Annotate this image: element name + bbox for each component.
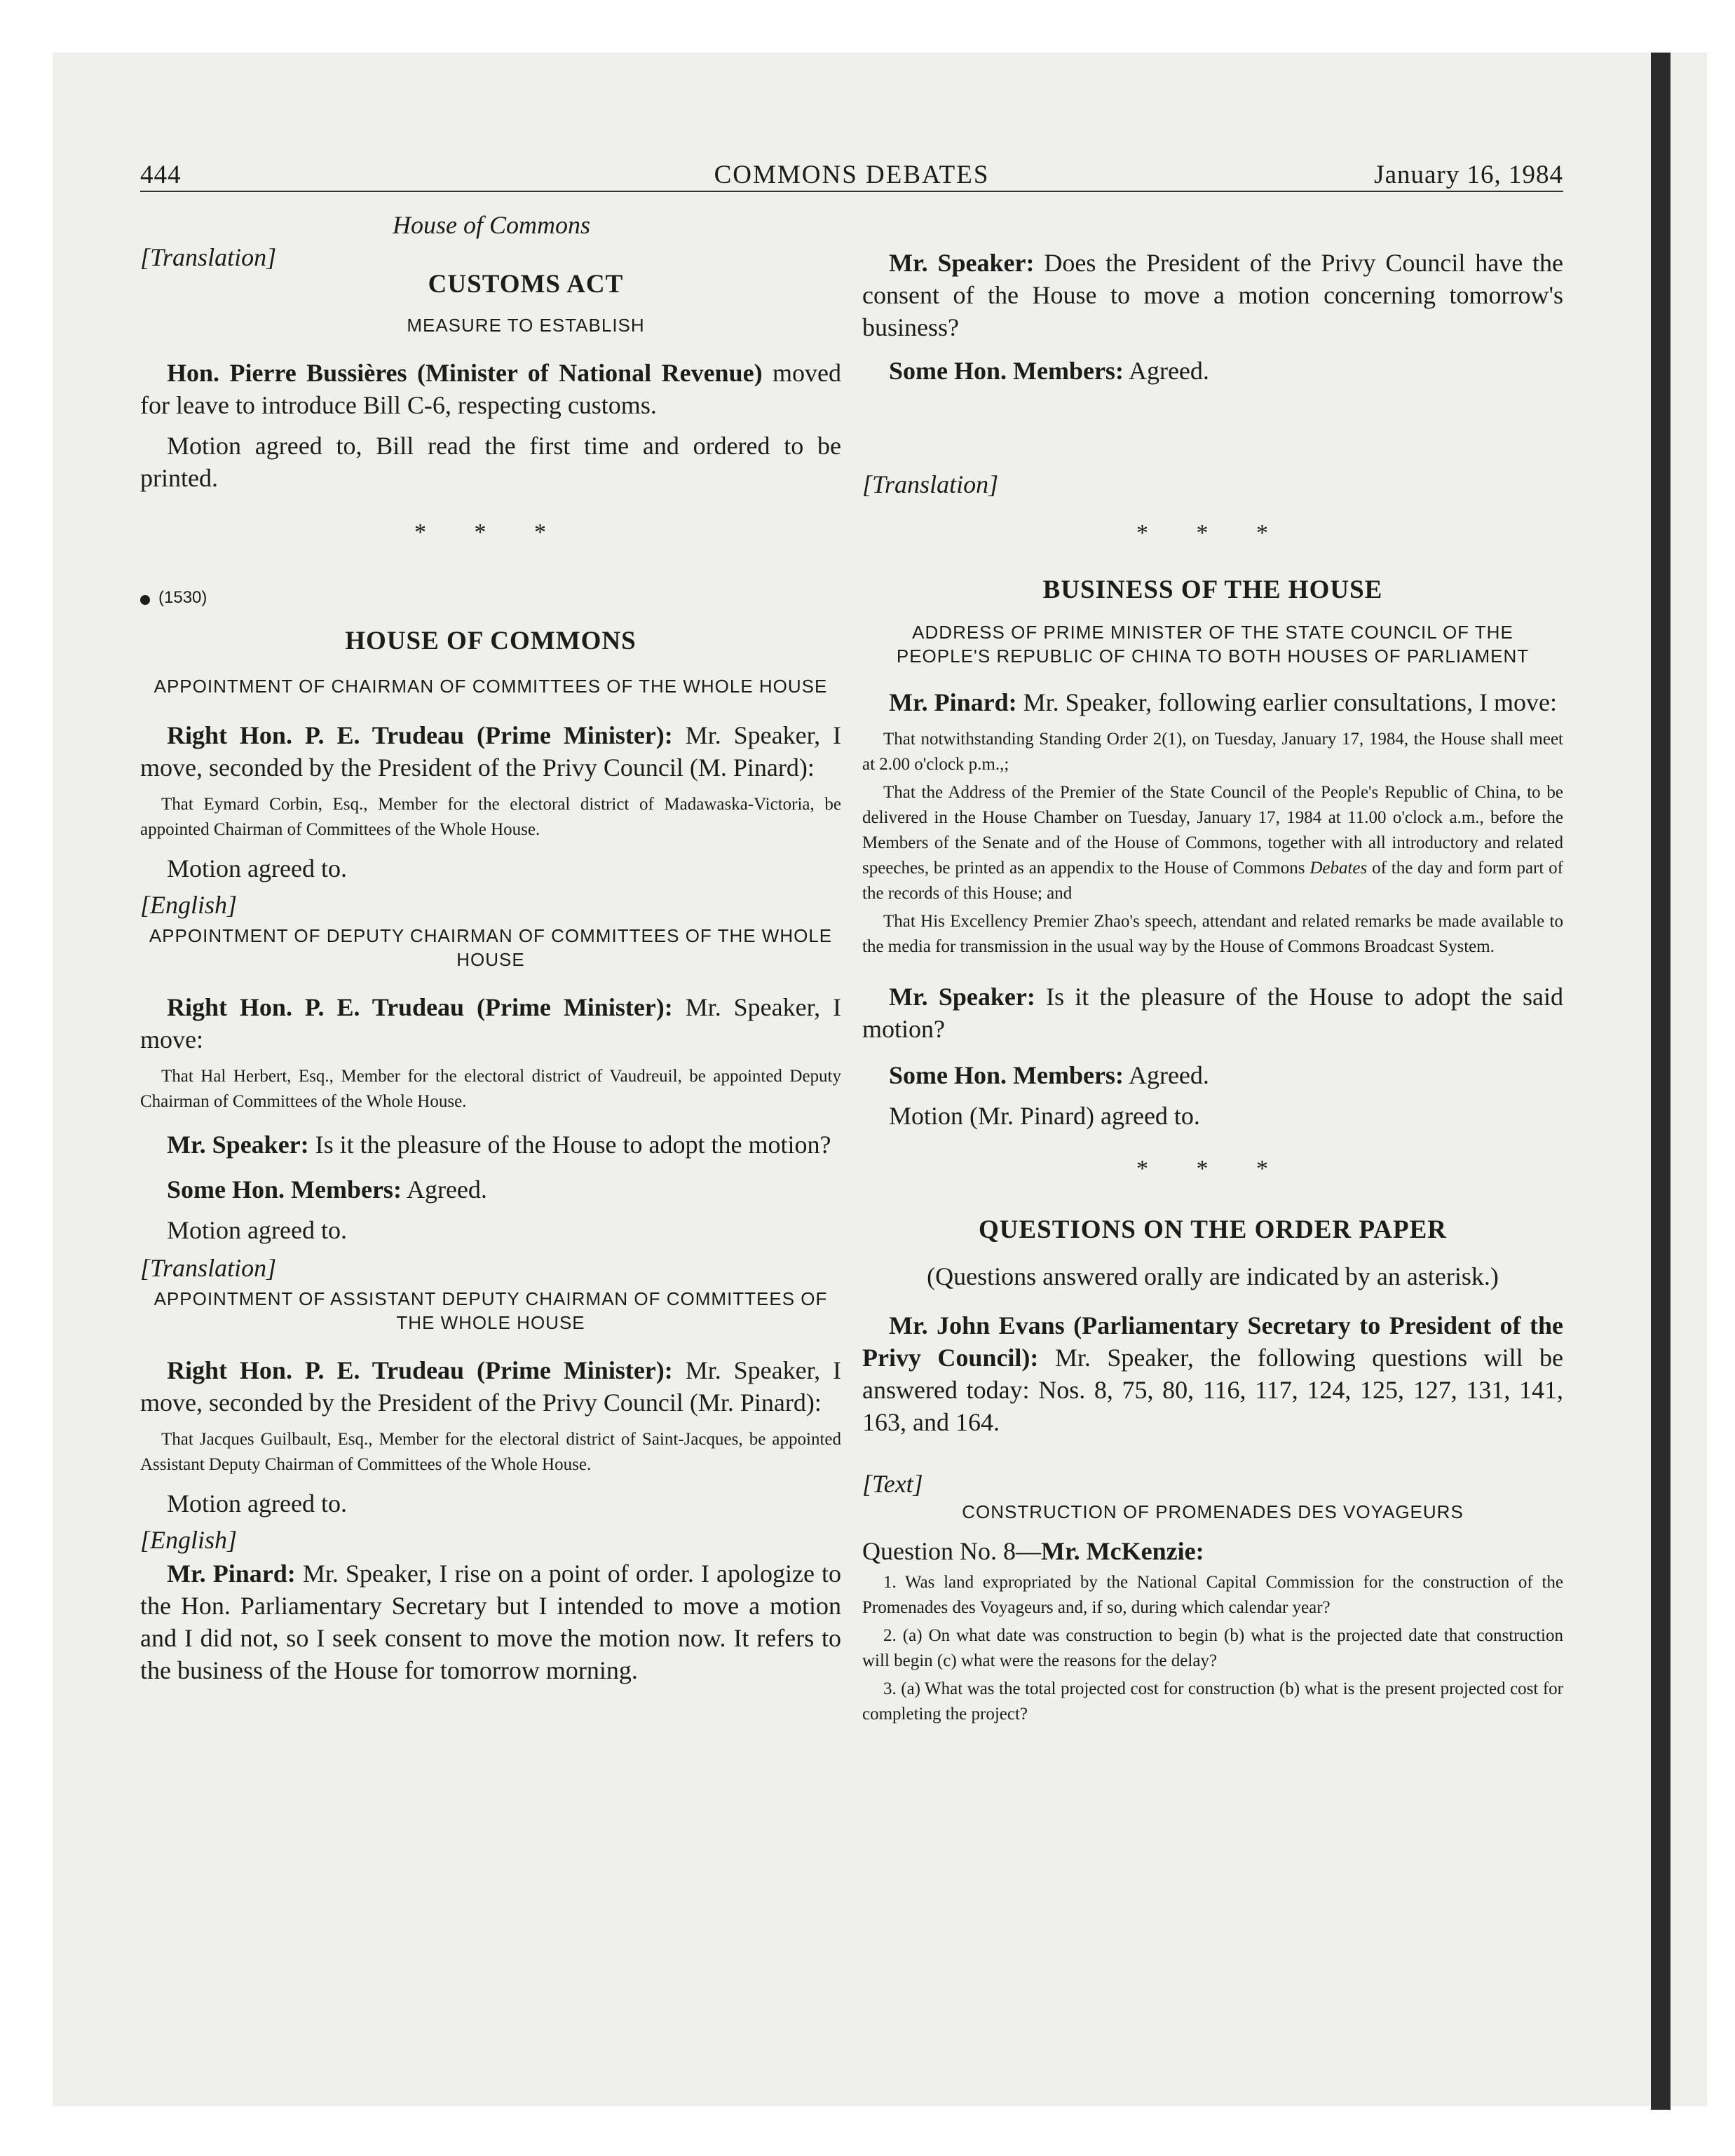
question-part-2: 2. (a) On what date was construction to begin (b) what is the projected date that construction will begin (c) what were the reasons for the delay? [862,1626,1563,1670]
house-label: House of Commons [393,211,591,239]
section-separator: * * * [1136,1156,1289,1182]
members-response-1 [140,1173,841,1206]
question-part-3: 3. (a) What was the total projected cost for construction (b) what is the present projected cost for completing the project? [862,1679,1563,1724]
text-label: [Text] [862,1470,923,1498]
evans-intervention [862,1309,1563,1438]
speaker-name: Some Hon. Members: [167,1175,402,1203]
question-heading [862,1536,1563,1566]
speaker-name: Mr. Pinard: [167,1560,296,1588]
speaker-intervention-3 [862,981,1563,1045]
motion-result: Motion agreed to, Bill read the first time and ordered to be printed. [140,432,841,492]
motion-text: of the day and form part of the records of this House; and [862,859,1563,903]
house-of-commons-heading: HOUSE OF COMMONS [345,627,637,655]
construction-subheading: CONSTRUCTION OF PROMENADES DES VOYAGEURS [962,1501,1464,1522]
question-part-1: 1. Was land expropriated by the National Capital Commission for the construction of the Promenades des Voyageurs and, if so, during which calendar year? [862,1573,1563,1617]
speech-text: Is it the pleasure of the House to adopt the said motion? [862,983,1564,1043]
section-separator: * * * [1136,520,1289,546]
speech-text: Mr. Speaker, I move, seconded by the President of the Privy Council (Mr. Pinard): [140,1356,842,1417]
herbert-motion: That Hal Herbert, Esq., Member for the electoral district of Vaudreuil, be appointed Deputy Chairman of Committees of the Whole House. [140,1067,841,1111]
translation-label: [Translation] [140,1254,277,1282]
speaker-name: Right Hon. P. E. Trudeau (Prime Minister): [167,993,673,1021]
bullet-dot [140,595,150,605]
speech-text: Agreed. [1128,357,1209,385]
deputy-subheading: APPOINTMENT OF DEPUTY CHAIRMAN OF COMMITTEES OF THE WHOLE HOUSE [149,925,833,970]
speaker-name: Some Hon. Members: [889,357,1124,385]
questions-note: (Questions answered orally are indicated by an asterisk.) [927,1262,1499,1290]
motion-paragraph-a: That notwithstanding Standing Order 2(1), on Tuesday, January 17, 1984, the House shall meet at 2.00 o'clock p.m.,; [862,730,1563,774]
motion-result: Motion (Mr. Pinard) agreed to. [889,1102,1200,1130]
speaker-name: Right Hon. P. E. Trudeau (Prime Minister): [167,1356,673,1384]
publication-title: COMMONS DEBATES [714,161,990,189]
bussieres-intervention [140,357,841,421]
speech-text: Mr. Speaker, following earlier consultations, I move: [1023,688,1558,716]
motion-text: That the Address of the Premier of the State Council of the People's Republic of China, to be delivered in the House Chamber on Tuesday, January 17, 1984 at 11.00 o'clock a.m., before the Members of the Senate and of the House of Commons, together with all introductory and related speeches, be printed as an appendix to the House of Commons [862,783,1563,878]
speaker-name: Some Hon. Members: [889,1061,1124,1089]
speaker-intervention-1 [140,1128,841,1161]
time-marker [140,588,841,608]
speech-text: Agreed. [406,1175,487,1203]
page-date: January 16, 1984 [1374,161,1563,189]
business-of-house-heading: BUSINESS OF THE HOUSE [1042,575,1383,604]
guilbault-motion: That Jacques Guilbault, Esq., Member for the electoral district of Saint-Jacques, be appointed Assistant Deputy Chairman of Committees of the Whole House. [140,1430,841,1474]
right-column [862,247,1563,1727]
trudeau-intervention-3 [140,1354,841,1419]
trudeau-intervention-1 [140,719,841,784]
speaker-name: Mr. John Evans (Parliamentary Secretary to President of the Privy Council): [862,1311,1563,1372]
question-member: Mr. McKenzie: [1041,1537,1204,1565]
speaker-name: Mr. Speaker: [167,1131,309,1159]
customs-act-subheading: MEASURE TO ESTABLISH [407,315,645,336]
members-response-2 [862,355,1563,387]
speech-text: Mr. Speaker, I move: [140,993,842,1053]
speech-text: moved for leave to introduce Bill C-6, respecting customs. [140,359,842,419]
speaker-intervention-2 [862,247,1563,343]
question-number: Question No. 8— [862,1537,1041,1565]
motion-paragraph-b [862,780,1563,906]
motion-result: Motion agreed to. [167,1489,347,1517]
speaker-name: Right Hon. P. E. Trudeau (Prime Minister): [167,721,673,749]
pinard-point-of-order [140,1557,841,1686]
running-header [140,156,1563,192]
pinard-motion-intro [862,686,1563,718]
speech-text: Mr. Speaker, I move, seconded by the President of the Privy Council (M. Pinard): [140,721,842,782]
speech-text: Is it the pleasure of the House to adopt the motion? [315,1131,831,1159]
speech-text: Mr. Speaker, I rise on a point of order. I apologize to the Hon. Parliamentary Secretary but I intended to move a motion and I did not, so I seek consent to move the motion now. It refers to the business of the House for tomorrow morning. [140,1560,841,1684]
chairman-subheading: APPOINTMENT OF CHAIRMAN OF COMMITTEES OF THE WHOLE HOUSE [154,676,828,697]
debates-title: Debates [1309,859,1368,878]
corbin-motion: That Eymard Corbin, Esq., Member for the electoral district of Madawaska-Victoria, be appointed Chairman of Committees of the Whole House. [140,795,841,839]
left-column [140,210,841,1686]
customs-act-heading: CUSTOMS ACT [428,270,624,299]
page-number: 444 [140,161,182,189]
time-stamp: (1530) [158,588,207,607]
english-label: [English] [140,891,238,919]
section-separator: * * * [414,519,567,545]
translation-label: [Translation] [140,243,277,271]
speaker-name: Mr. Speaker: [889,249,1035,277]
speaker-name: Mr. Pinard: [889,688,1017,716]
address-subheading: ADDRESS OF PRIME MINISTER OF THE STATE COUNCIL OF THE PEOPLE'S REPUBLIC OF CHINA TO BOTH HOUSES OF PARLIAMENT [896,622,1530,667]
speech-text: Agreed. [1128,1061,1209,1089]
speaker-name: Mr. Speaker: [889,983,1035,1011]
trudeau-intervention-2 [140,991,841,1056]
motion-result: Motion agreed to. [167,854,347,882]
members-response-3 [862,1059,1563,1091]
questions-heading: QUESTIONS ON THE ORDER PAPER [978,1215,1448,1244]
translation-label: [Translation] [862,470,999,498]
speaker-name: Hon. Pierre Bussières (Minister of National Revenue) [167,359,763,387]
motion-paragraph-c: That His Excellency Premier Zhao's speech, attendant and related remarks be made available to the media for transmission in the usual way by the House of Commons Broadcast System. [862,912,1563,956]
speech-text: Mr. Speaker, the following questions will be answered today: Nos. 8, 75, 80, 116, 117, 124, 125, 127, 131, 141, 163, and 164. [862,1344,1563,1436]
page-edge-shadow [1651,53,1671,2110]
english-label: [English] [140,1526,238,1554]
speech-text: Does the President of the Privy Council have the consent of the House to move a motion concerning tomorrow's business? [862,249,1564,341]
assistant-deputy-subheading: APPOINTMENT OF ASSISTANT DEPUTY CHAIRMAN OF COMMITTEES OF THE WHOLE HOUSE [154,1288,828,1333]
motion-result: Motion agreed to. [167,1216,347,1244]
